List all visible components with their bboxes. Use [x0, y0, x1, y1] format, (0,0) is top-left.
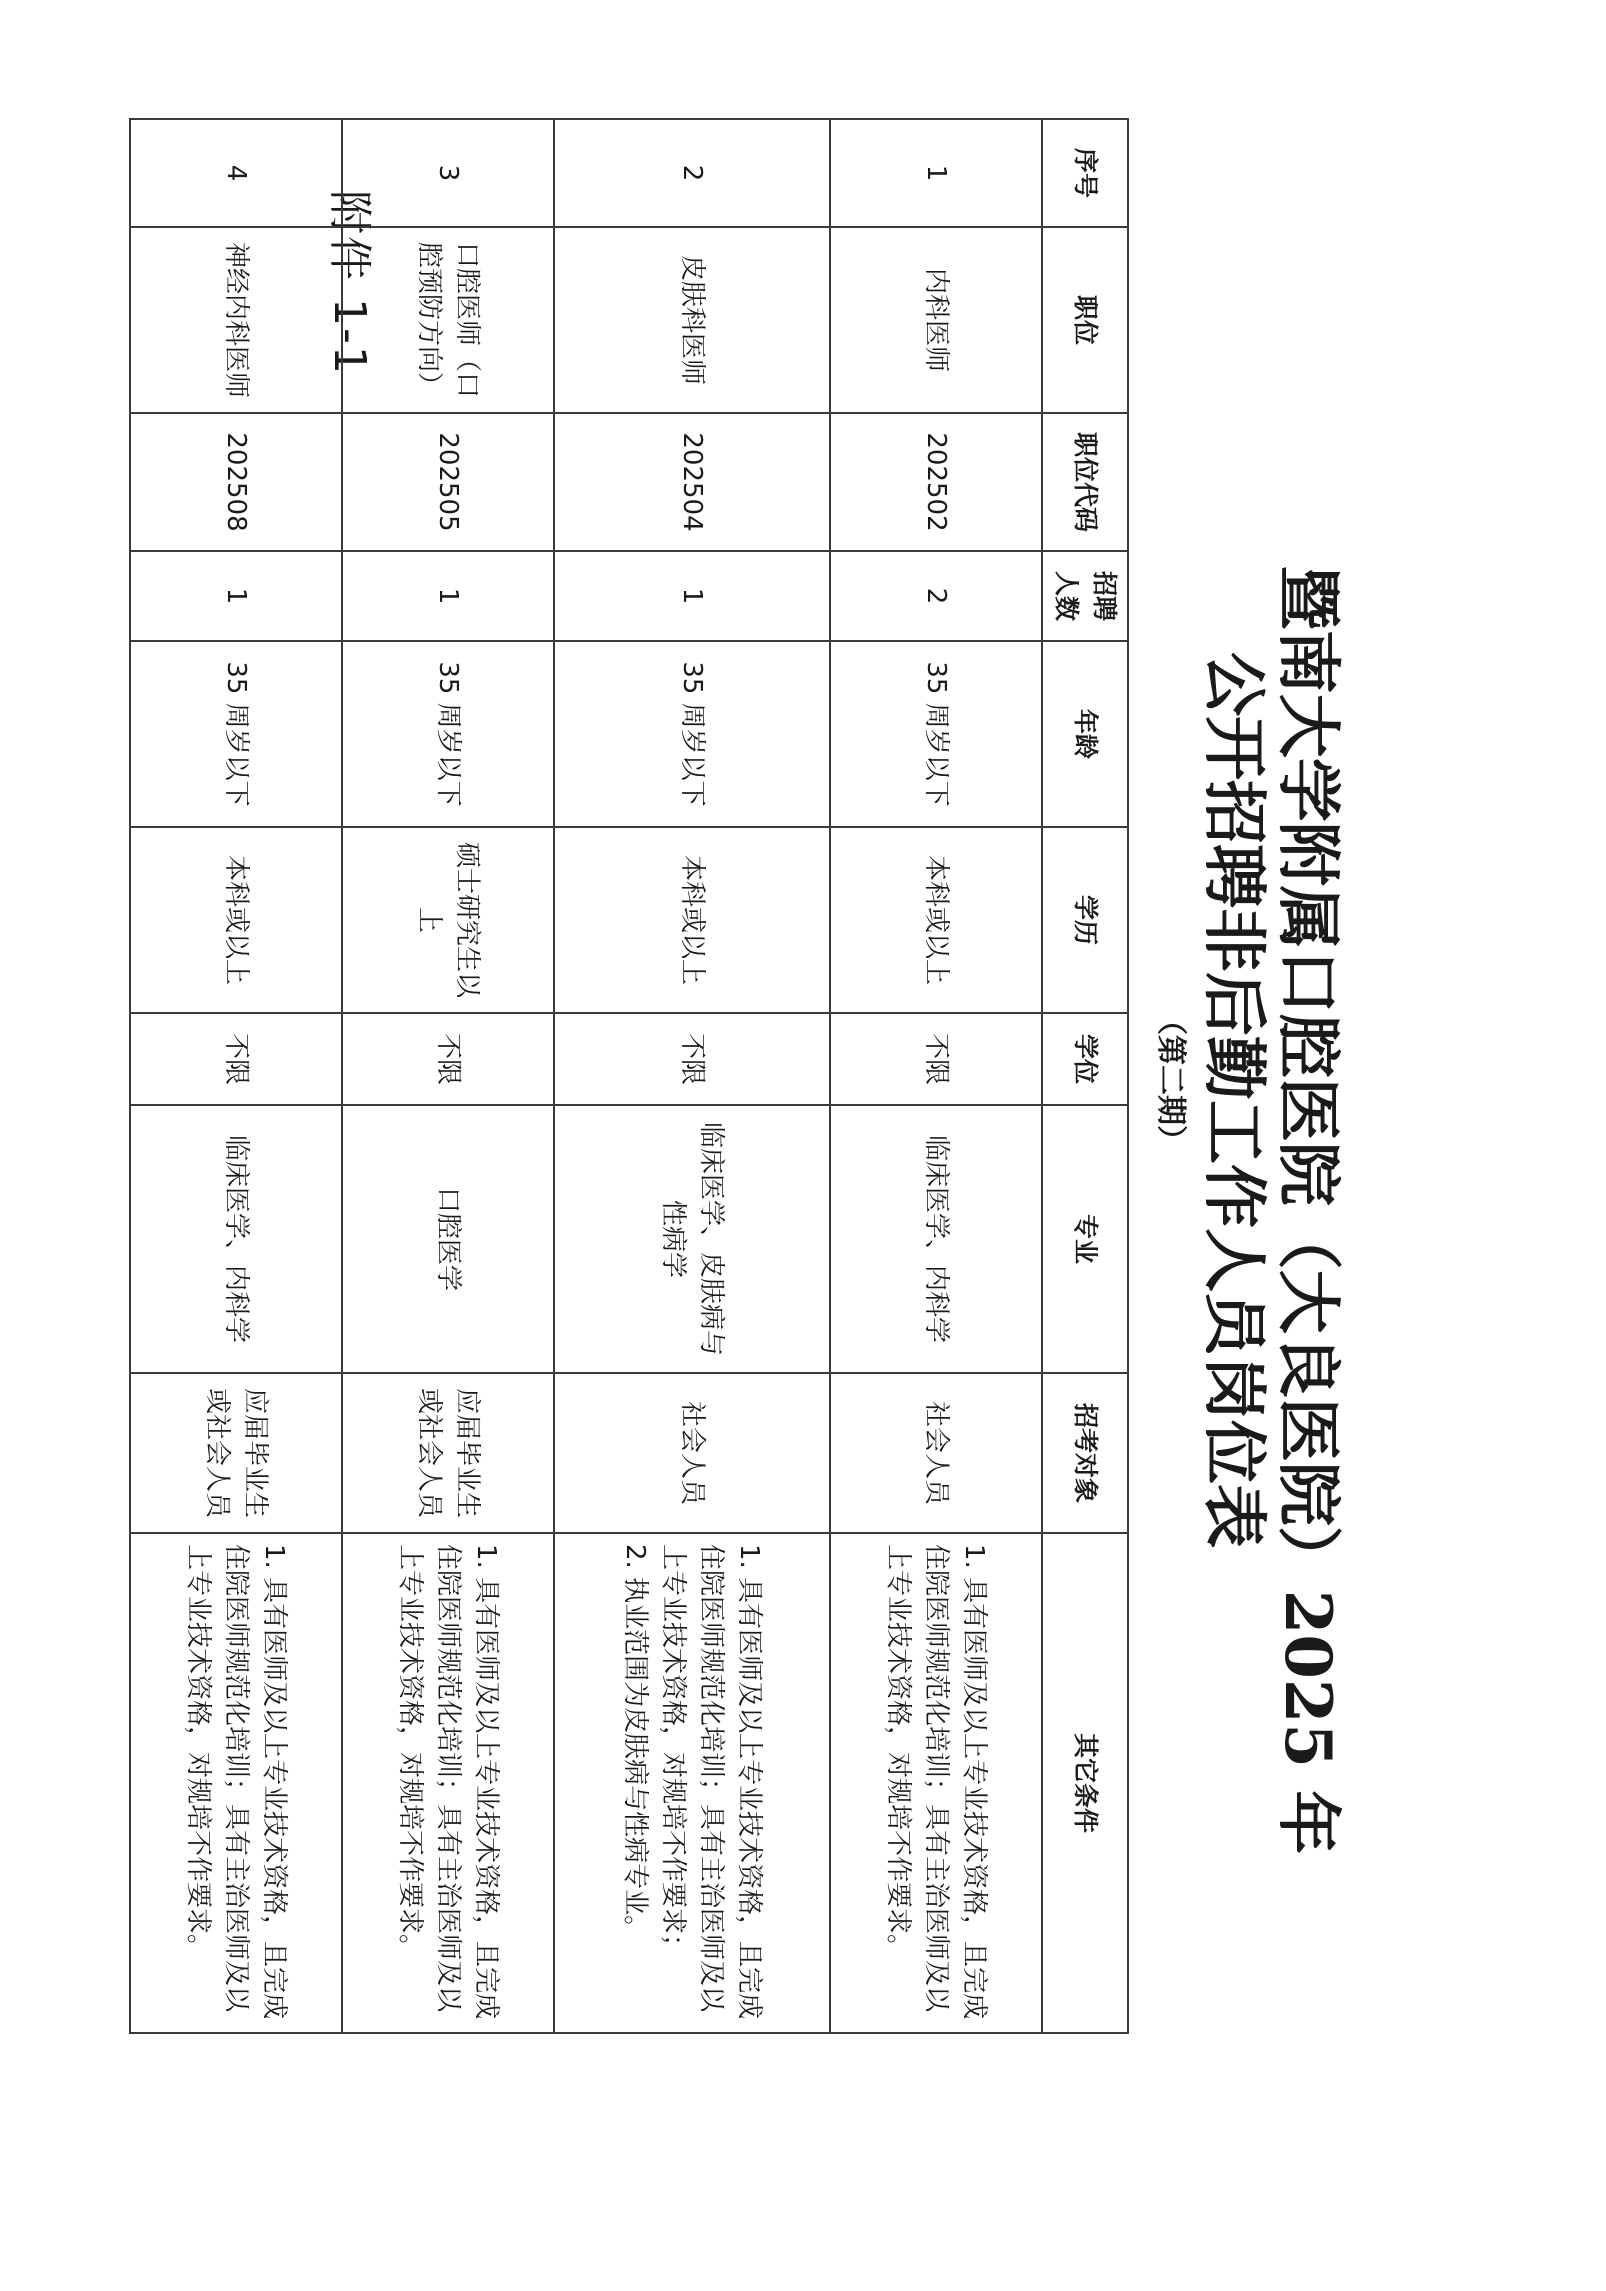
cell-other: 1. 具有医师及以上专业技术资格，且完成住院医师规范化培训；具有主治医师及以上专业技术资格，对规培不作要求。 [342, 1533, 554, 2033]
cell-count: 1 [554, 551, 831, 641]
cell-count: 1 [342, 551, 554, 641]
cell-count: 1 [130, 551, 342, 641]
cell-age: 35 周岁以下 [554, 641, 831, 827]
cell-age: 35 周岁以下 [130, 641, 342, 827]
header-major: 专业 [1042, 1105, 1128, 1373]
cell-code: 202505 [342, 413, 554, 551]
header-count: 招聘人数 [1042, 551, 1128, 641]
positions-table-wrapper [129, 118, 1129, 2032]
cell-seq: 3 [342, 119, 554, 227]
cell-degree: 不限 [830, 1013, 1042, 1105]
header-education: 学历 [1042, 827, 1128, 1013]
cell-age: 35 周岁以下 [830, 641, 1042, 827]
cell-target: 社会人员 [830, 1373, 1042, 1533]
table-row [554, 119, 831, 2033]
cell-major: 临床医学、内科学 [830, 1105, 1042, 1373]
cell-target: 应届毕业生或社会人员 [342, 1373, 554, 1533]
cell-education: 本科或以上 [554, 827, 831, 1013]
cell-target: 社会人员 [554, 1373, 831, 1533]
table-header-row [1042, 119, 1128, 2033]
header-degree: 学位 [1042, 1013, 1128, 1105]
cell-code: 202508 [130, 413, 342, 551]
cell-education: 本科或以上 [130, 827, 342, 1013]
cell-other-item-1: 1. 具有医师及以上专业技术资格，且完成住院医师规范化培训；具有主治医师及以上专业技术资格，对规培不作要求； [657, 1544, 764, 2020]
cell-target: 应届毕业生或社会人员 [130, 1373, 342, 1533]
table-row [130, 119, 342, 2033]
table-row [342, 119, 554, 2033]
cell-education: 本科或以上 [830, 827, 1042, 1013]
cell-major: 口腔医学 [342, 1105, 554, 1373]
header-seq: 序号 [1042, 119, 1128, 227]
cell-position: 皮肤科医师 [554, 227, 831, 413]
header-other: 其它条件 [1042, 1533, 1128, 2033]
cell-count: 2 [830, 551, 1042, 641]
cell-degree: 不限 [130, 1013, 342, 1105]
header-target: 招考对象 [1042, 1373, 1128, 1533]
cell-other [554, 1533, 831, 2033]
cell-position: 口腔医师（口腔预防方向） [342, 227, 554, 413]
header-code: 职位代码 [1042, 413, 1128, 551]
cell-major: 临床医学、皮肤病与性病学 [554, 1105, 831, 1373]
document-title [1144, 300, 1344, 2200]
title-line-2: 公开招聘非后勤工作人员岗位表 [1196, 652, 1271, 1548]
cell-seq: 1 [830, 119, 1042, 227]
header-age: 年龄 [1042, 641, 1128, 827]
cell-seq: 4 [130, 119, 342, 227]
cell-position: 内科医师 [830, 227, 1042, 413]
cell-code: 202502 [830, 413, 1042, 551]
title-period: （第二期） [1153, 1005, 1188, 1155]
cell-degree: 不限 [342, 1013, 554, 1105]
header-position: 职位 [1042, 227, 1128, 413]
cell-other: 1. 具有医师及以上专业技术资格，且完成住院医师规范化培训；具有主治医师及以上专业技术资格，对规培不作要求。 [830, 1533, 1042, 2033]
cell-other: 1. 具有医师及以上专业技术资格，且完成住院医师规范化培训；具有主治医师及以上专业技术资格，对规培不作要求。 [130, 1533, 342, 2033]
cell-code: 202504 [554, 413, 831, 551]
attachment-label: 附件 1-1 [324, 190, 375, 376]
cell-other-item-2: 2. 执业范围为皮肤病与性病专业。 [619, 1544, 650, 1942]
table-row [830, 119, 1042, 2033]
cell-seq: 2 [554, 119, 831, 227]
title-line-1: 暨南大学附属口腔医院（大良医院）2025 年 [1270, 565, 1345, 1855]
cell-major: 临床医学、内科学 [130, 1105, 342, 1373]
cell-position: 神经内科医师 [130, 227, 342, 413]
cell-education: 硕士研究生以上 [342, 827, 554, 1013]
cell-degree: 不限 [554, 1013, 831, 1105]
cell-age: 35 周岁以下 [342, 641, 554, 827]
positions-table [129, 118, 1129, 2034]
